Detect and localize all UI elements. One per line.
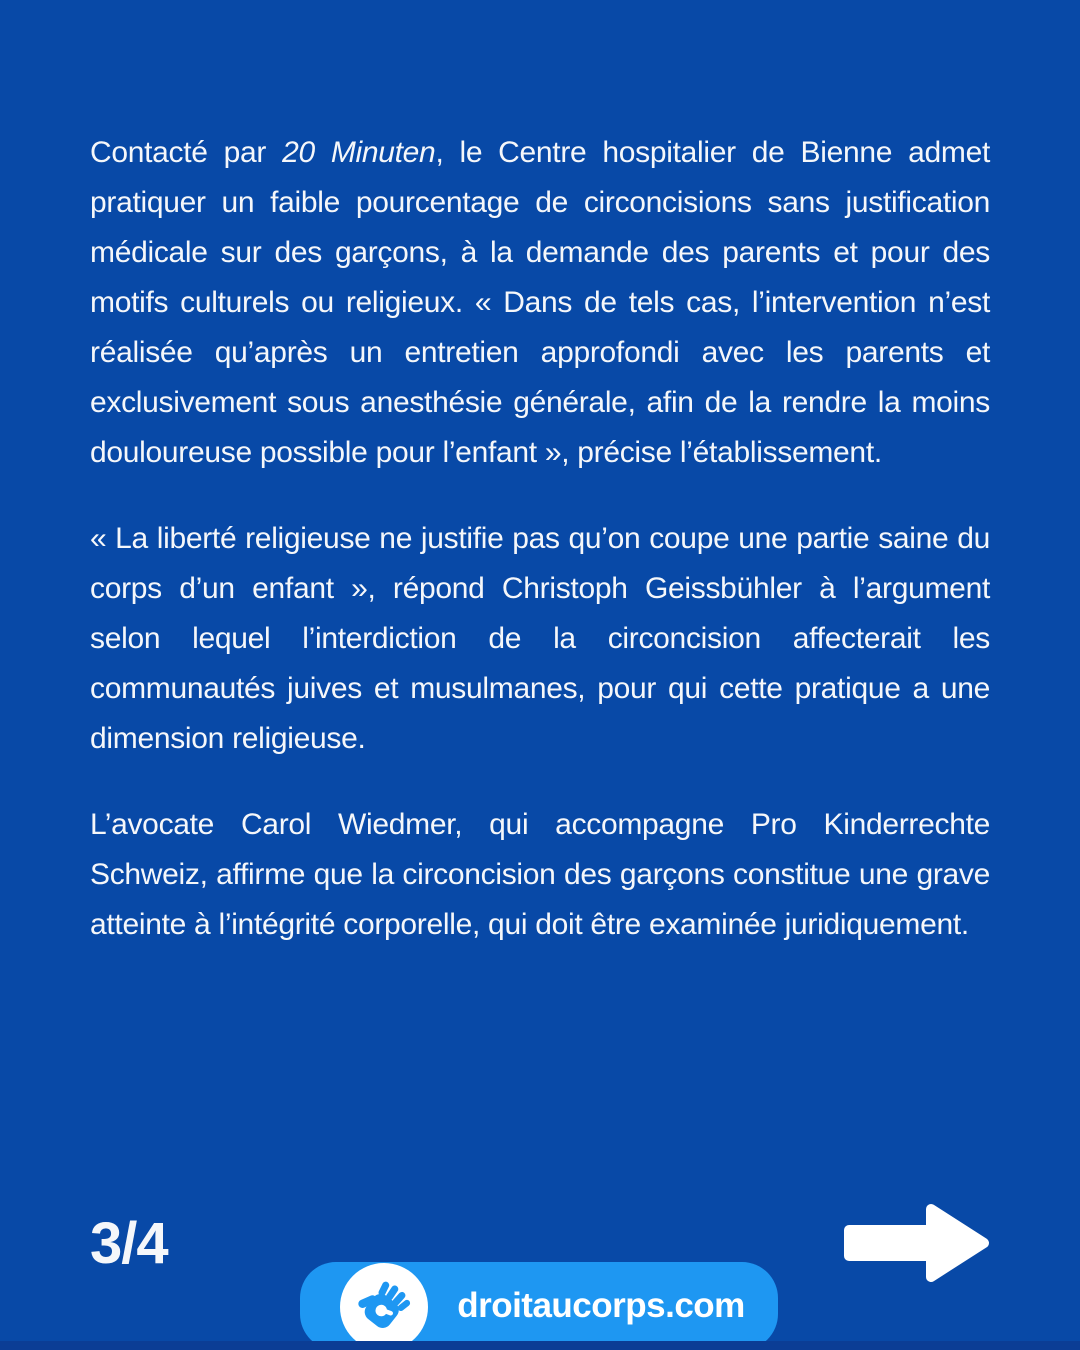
website-url[interactable]: droitaucorps.com [457,1286,745,1325]
paragraph-3: L’avocate Carol Wiedmer, qui accompagne Pro Kinderrechte Schweiz, affirme que la circoncision des garçons constitue une grave atteinte à l’intégrité corporelle, qui doit être examinée juridiquement. [90,808,990,941]
next-arrow-icon[interactable] [843,1201,991,1285]
paragraph-1 [90,128,990,478]
bottom-edge-bar [0,1341,1080,1350]
paragraph-1-lead: Contacté par [90,136,283,169]
article-text [90,128,990,986]
page-indicator: 3/4 [90,1211,168,1276]
source-name-italic: 20 Minuten [282,136,436,169]
hand-logo-icon [340,1263,428,1350]
website-banner[interactable] [300,1262,778,1350]
paragraph-2: « La liberté religieuse ne justifie pas qu’on coupe une partie saine du corps d’un enfant », répond Christoph Geissbühler à l’argument selon lequel l’interdiction de la circoncision affecterait les communautés juives et musulmanes, pour qui cette pratique a une dimension religieuse. [90,522,990,755]
paragraph-1-rest: , le Centre hospitalier de Bienne admet pratiquer un faible pourcentage de circoncisions sans justification médicale sur des garçons, à la demande des parents et pour des motifs culturels ou religieux. « Dans de tels cas, l’intervention n’est réalisée qu’après un entretien approfondi avec les parents et exclusivement sous anesthésie générale, afin de la rendre la moins douloureuse possible pour l’enfant », précise l’établissement. [90,136,991,469]
